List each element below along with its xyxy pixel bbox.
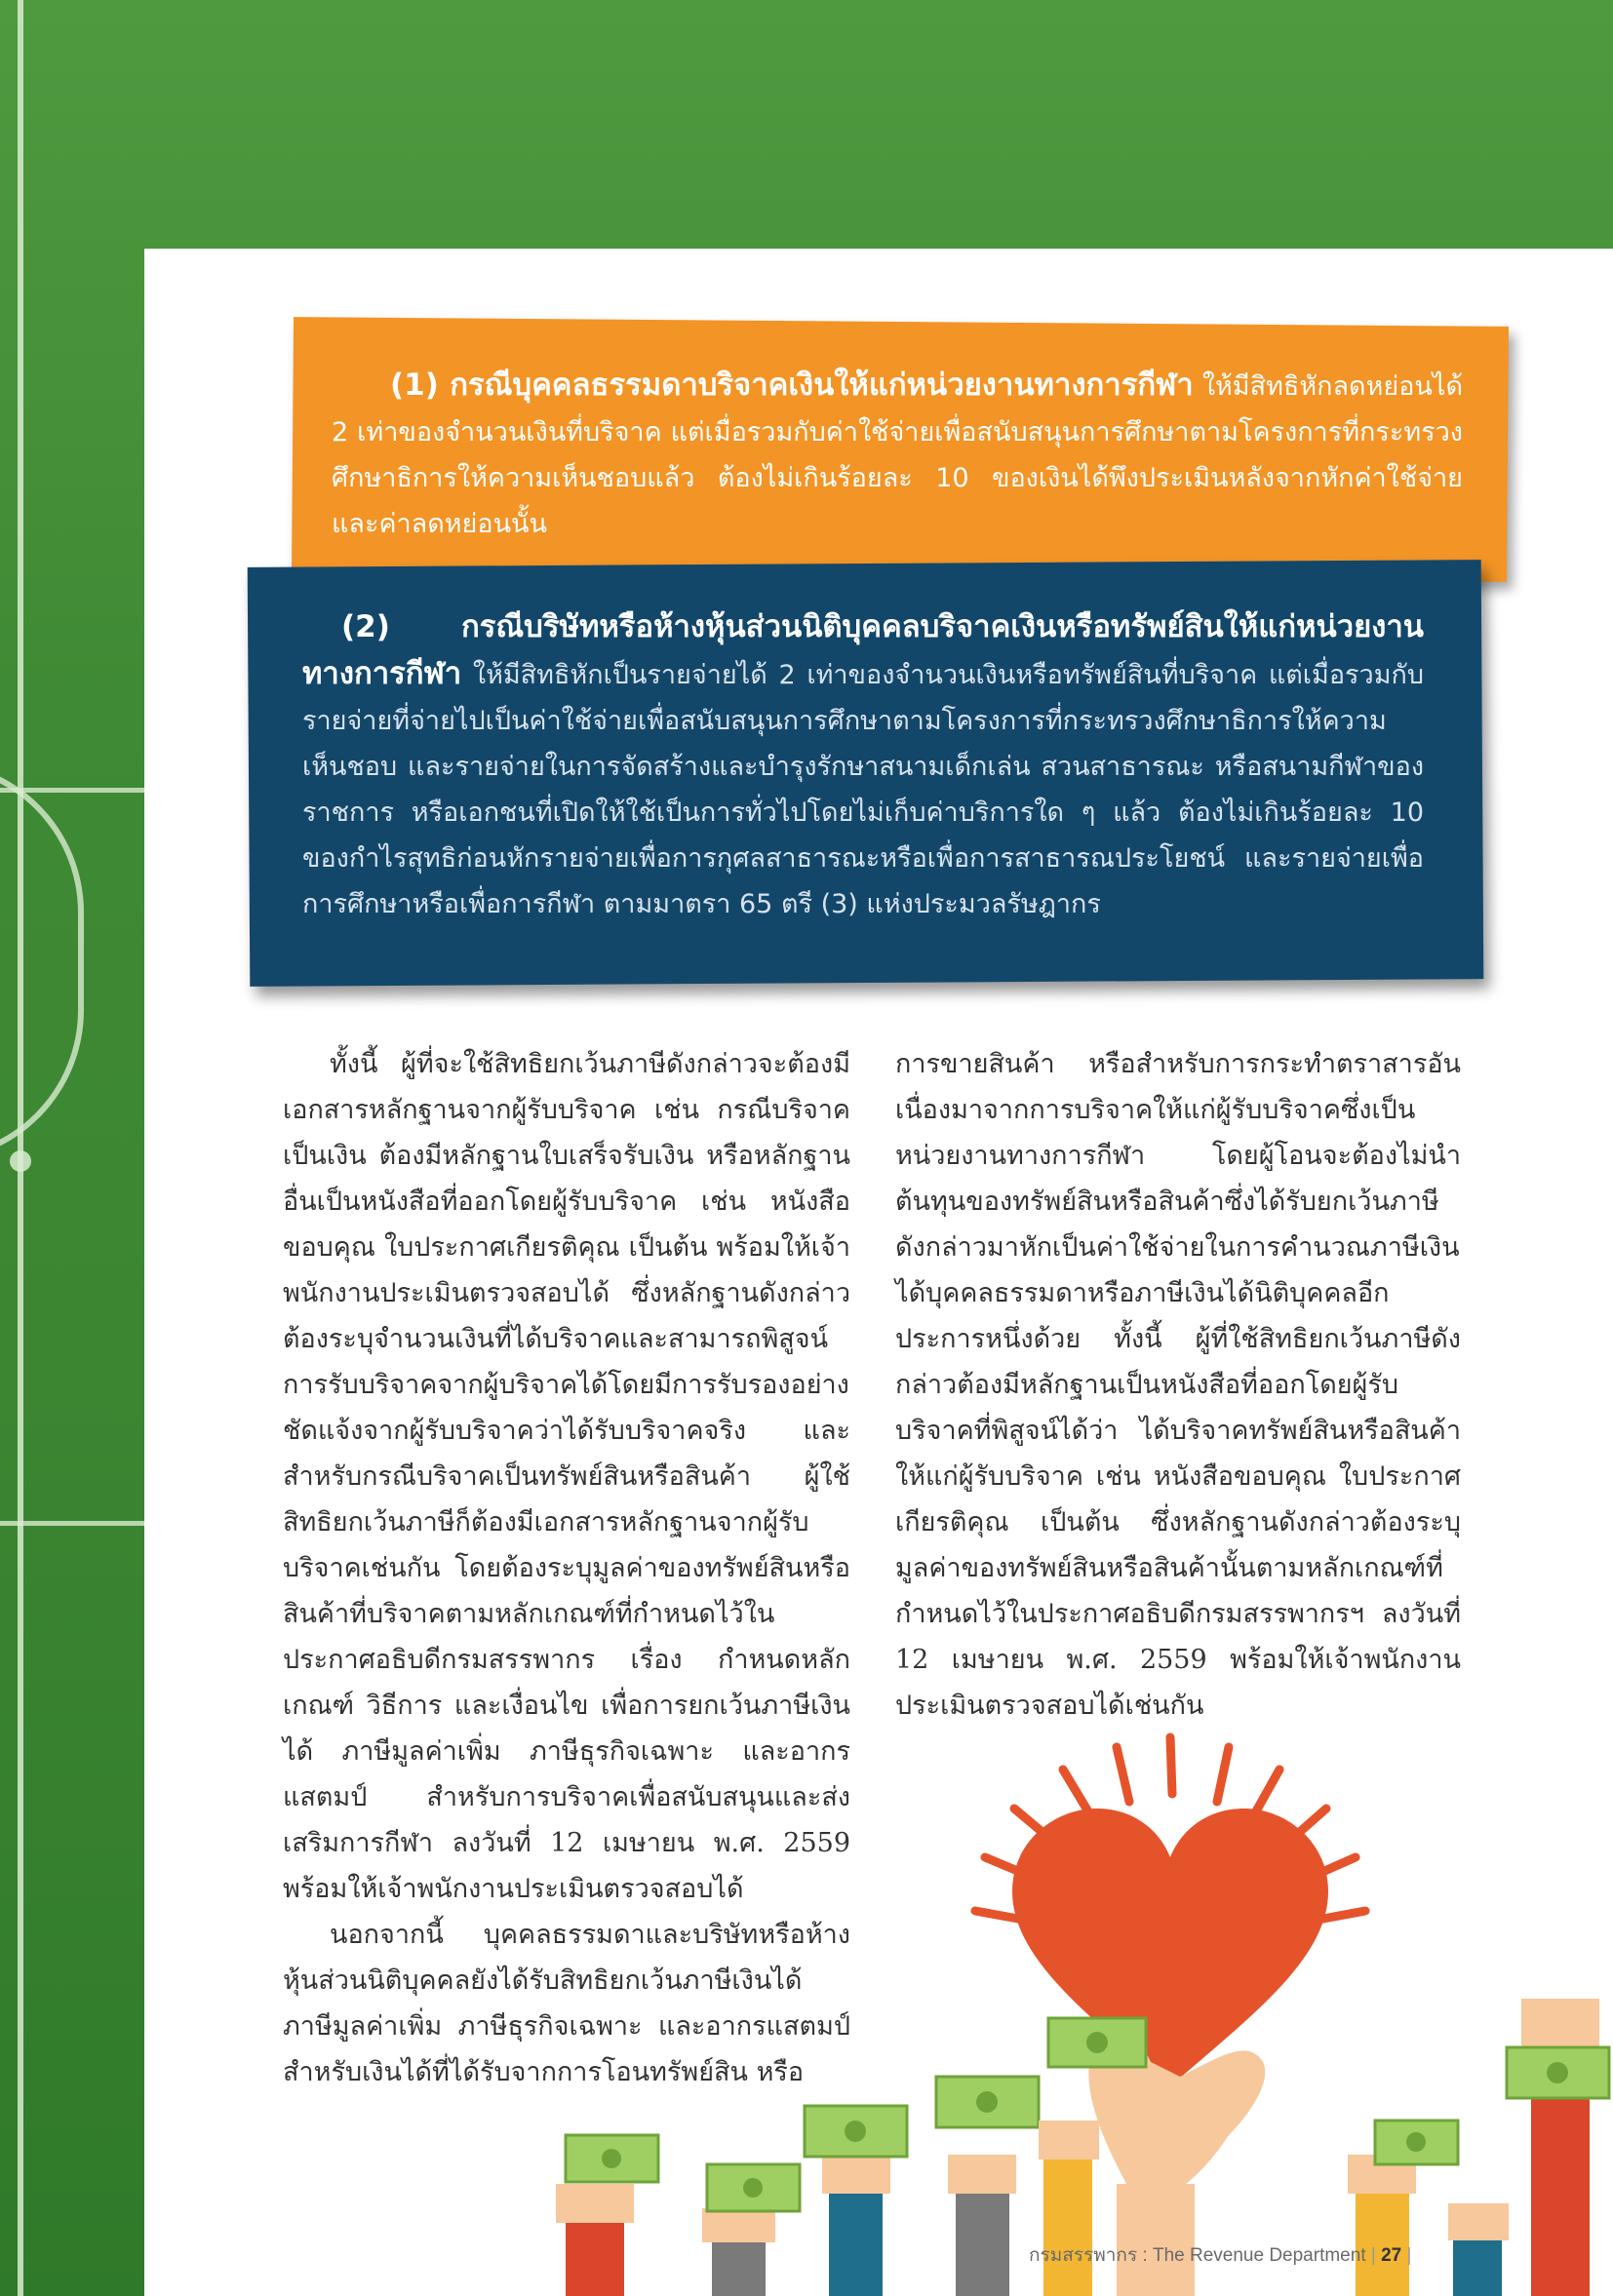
right-column [895,1041,1461,1729]
section1-lead: (1) กรณีบุคคลธรรมดาบริจาคเงินให้แก่หน่วยงานทางการกีฬา [390,368,1194,403]
section2-lead: (2) กรณีบริษัทหรือห้างหุ้นส่วนนิติบุคคลบริจาคเงินหรือทรัพย์สินให้แก่หน่วยงานทางการกีฬา [302,609,1424,691]
page-number: 27 [1381,2245,1402,2266]
field-line-lower [0,1521,144,1526]
left-para-2: นอกจากนี้ บุคคลธรรมดาและบริษัทหรือห้างหุ้นส่วนนิติบุคคลยังได้รับสิทธิยกเว้นภาษีเงินได้ ภาษีมูลค่าเพิ่ม ภาษีธุรกิจเฉพาะ และอากรแสตมป์ สำหรับเงินได้ที่ได้รับจากการโอนทรัพย์สิน หรือ [283,1920,850,2087]
section1-body: ให้มีสิทธิหักลดหย่อนได้ 2 เท่าของจำนวนเงินที่บริจาค แต่เมื่อรวมกับค่าใช้จ่ายเพื่อสนับสนุนการศึกษาตามโครงการที่กระทรวงศึกษาธิการให้ความเห็นชอบแล้ว ต้องไม่เกินร้อยละ 10 ของเงินได้พึงประเมินหลังจากหักค่าใช้จ่ายและค่าลดหย่อนนั้น [332,371,1463,539]
left-para-1: ทั้งนี้ ผู้ที่จะใช้สิทธิยกเว้นภาษีดังกล่าวจะต้องมีเอกสารหลักฐานจากผู้รับบริจาค เช่น กรณีบริจาคเป็นเงิน ต้องมีหลักฐานใบเสร็จรับเงิน หรือหลักฐานอื่นเป็นหนังสือที่ออกโดยผู้รับบริจาค เช่น หนังสือขอบคุณ ใบประกาศเกียรติคุณ เป็นต้น พร้อมให้เจ้าพนักงานประเมินตรวจสอบได้ ซึ่งหลักฐานดังกล่าวต้องระบุจำนวนเงินที่ได้บริจาคและสามารถพิสูจน์การรับบริจาคจากผู้บริจาคได้โดยมีการรับรองอย่างชัดแจ้งจากผู้รับบริจาคว่าได้รับบริจาคจริง และสำหรับกรณีบริจาคเป็นทรัพย์สินหรือสินค้า ผู้ใช้สิทธิยกเว้นภาษีก็ต้องมีเอกสารหลักฐานจากผู้รับบริจาคเช่นกัน โดยต้องระบุมูลค่าของทรัพย์สินหรือสินค้าที่บริจาคตามหลักเกณฑ์ที่กำหนดไว้ในประกาศอธิบดีกรมสรรพากร เรื่อง กำหนดหลักเกณฑ์ วิธีการ และเงื่อนไข เพื่อการยกเว้นภาษีเงินได้ ภาษีมูลค่าเพิ่ม ภาษีธุรกิจเฉพาะ และอากรแสตมป์ สำหรับการบริจาคเพื่อสนับสนุนและส่งเสริมการกีฬา ลงวันที่ 12 เมษายน พ.ศ. 2559 พร้อมให้เจ้าพนักงานประเมินตรวจสอบได้ [283,1049,850,1904]
field-spot [10,1150,31,1172]
field-line-upper [0,788,144,793]
page-footer: กรมสรรพากร : The Revenue Department | 27 | [1029,2245,1412,2266]
donation-hands-illustration [546,1726,1613,2296]
section1-text [332,363,1463,547]
field-sideline [18,0,23,2296]
footer-org: กรมสรรพากร : The Revenue Department [1029,2245,1366,2266]
right-para-1: การขายสินค้า หรือสำหรับการกระทำตราสารอันเนื่องมาจากการบริจาคให้แก่ผู้รับบริจาคซึ่งเป็นหน่วยงานทางการกีฬา โดยผู้โอนจะต้องไม่นำต้นทุนของทรัพย์สินหรือสินค้าซึ่งได้รับยกเว้นภาษีดังกล่าวมาหักเป็นค่าใช้จ่ายในการคำนวณภาษีเงินได้บุคคลธรรมดาหรือภาษีเงินได้นิติบุคคลอีกประการหนึ่งด้วย ทั้งนี้ ผู้ที่ใช้สิทธิยกเว้นภาษีดังกล่าวต้องมีหลักฐานเป็นหนังสือที่ออกโดยผู้รับบริจาคที่พิสูจน์ได้ว่า ได้บริจาคทรัพย์สินหรือสินค้าให้แก่ผู้รับบริจาค เช่น หนังสือขอบคุณ ใบประกาศเกียรติคุณ เป็นต้น ซึ่งหลักฐานดังกล่าวต้องระบุมูลค่าของทรัพย์สินหรือสินค้านั้นตามหลักเกณฑ์ที่กำหนดไว้ในประกาศอธิบดีกรมสรรพากรฯ ลงวันที่ 12 เมษายน พ.ศ. 2559 พร้อมให้เจ้าพนักงานประเมินตรวจสอบได้เช่นกัน [895,1049,1461,1721]
section2-body: ให้มีสิทธิหักเป็นรายจ่ายได้ 2 เท่าของจำนวนเงินหรือทรัพย์สินที่บริจาค แต่เมื่อรวมกับรายจ่ายที่จ่ายไปเป็นค่าใช้จ่ายเพื่อสนับสนุนการศึกษาตามโครงการที่กระทรวงศึกษาธิการให้ความเห็นชอบ และรายจ่ายในการจัดสร้างและบำรุงรักษาสนามเด็กเล่น สวนสาธารณะ หรือสนามกีฬาของราชการ หรือเอกชนที่เปิดให้ใช้เป็นการทั่วไปโดยไม่เก็บค่าบริการใด ๆ แล้ว ต้องไม่เกินร้อยละ 10 ของกำไรสุทธิก่อนหักรายจ่ายเพื่อการกุศลสาธารณะหรือเพื่อการสาธารณประโยชน์ และรายจ่ายเพื่อการศึกษาหรือเพื่อการกีฬา ตามมาตรา 65 ตรี (3) แห่งประมวลรัษฎากร [302,660,1424,919]
section2-text [302,604,1424,927]
